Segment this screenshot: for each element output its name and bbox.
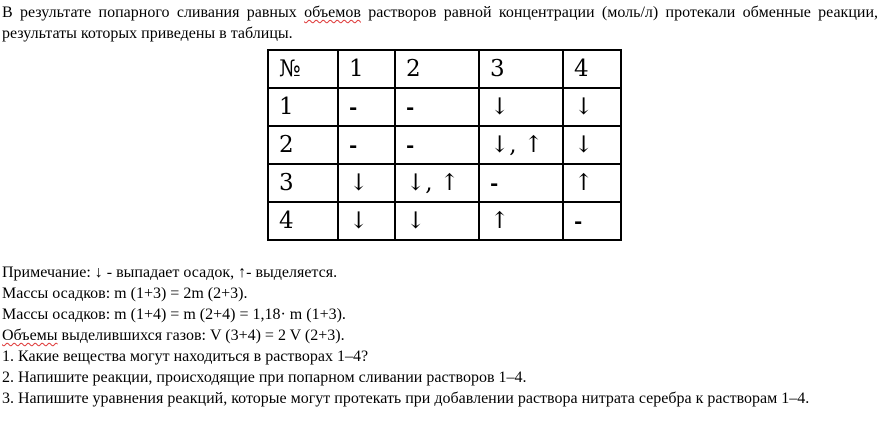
header-cell-3: 3 xyxy=(479,50,563,88)
table-cell: ↓ xyxy=(338,164,395,202)
problem-intro xyxy=(2,2,878,44)
table-cell: ↓ xyxy=(563,88,621,126)
table-header-row xyxy=(268,50,621,88)
row-label: 4 xyxy=(268,202,338,240)
table-cell: ↓, ↑ xyxy=(479,126,563,164)
table-cell: - xyxy=(395,88,479,126)
table-row xyxy=(268,202,621,240)
table-cell: - xyxy=(338,126,395,164)
table-cell: - xyxy=(479,164,563,202)
header-cell-4: 4 xyxy=(563,50,621,88)
intro-text-1: В результате попарного сливания равных xyxy=(2,4,305,21)
header-cell-2: 2 xyxy=(395,50,479,88)
precipitate-mass-relation-1: Массы осадков: m (1+3) = 2m (2+3). xyxy=(2,285,248,302)
questions-block xyxy=(2,346,880,409)
table-cell: ↑ xyxy=(563,164,621,202)
table-cell: - xyxy=(563,202,621,240)
precipitate-mass-relation-2: Массы осадков: m (1+4) = m (2+4) = 1,18· m (1+3). xyxy=(2,306,346,323)
table-cell: - xyxy=(395,126,479,164)
table-cell: ↓, ↑ xyxy=(395,164,479,202)
spellcheck-flagged-word[interactable]: объемов xyxy=(304,4,361,21)
gas-volume-text: выделившихся газов: V (3+4) = 2 V (2+3). xyxy=(57,327,345,344)
intro-text-2: растворов равной концентрации (моль/л) протекали обменные реакции, результаты которых приведены в таблицы. xyxy=(2,4,879,42)
row-label: 1 xyxy=(268,88,338,126)
table-row xyxy=(268,164,621,202)
table-cell: ↓ xyxy=(338,202,395,240)
table-cell: ↓ xyxy=(395,202,479,240)
reaction-table-container xyxy=(267,49,622,241)
legend-note: Примечание: ↓ - выпадает осадок, ↑- выделяется. xyxy=(2,264,338,281)
table-cell: ↓ xyxy=(479,88,563,126)
header-cell-number: № xyxy=(268,50,338,88)
table-cell: ↓ xyxy=(563,126,621,164)
question-2: 2. Напишите реакции, происходящие при попарном сливании растворов 1–4. xyxy=(2,369,527,386)
question-1: 1. Какие вещества могут находиться в растворах 1–4? xyxy=(2,348,369,365)
reaction-table xyxy=(267,49,622,241)
gas-volume-relation xyxy=(2,325,882,346)
table-cell: ↑ xyxy=(479,202,563,240)
question-3: 3. Напишите уравнения реакций, которые могут протекать при добавлении раствора нитрата серебра к растворам 1–4. xyxy=(2,390,810,407)
table-row xyxy=(268,88,621,126)
table-row xyxy=(268,126,621,164)
spellcheck-flagged-word[interactable]: Объемы xyxy=(2,327,58,344)
row-label: 2 xyxy=(268,126,338,164)
header-cell-1: 1 xyxy=(338,50,395,88)
notes-block xyxy=(2,262,882,346)
table-cell: - xyxy=(338,88,395,126)
row-label: 3 xyxy=(268,164,338,202)
